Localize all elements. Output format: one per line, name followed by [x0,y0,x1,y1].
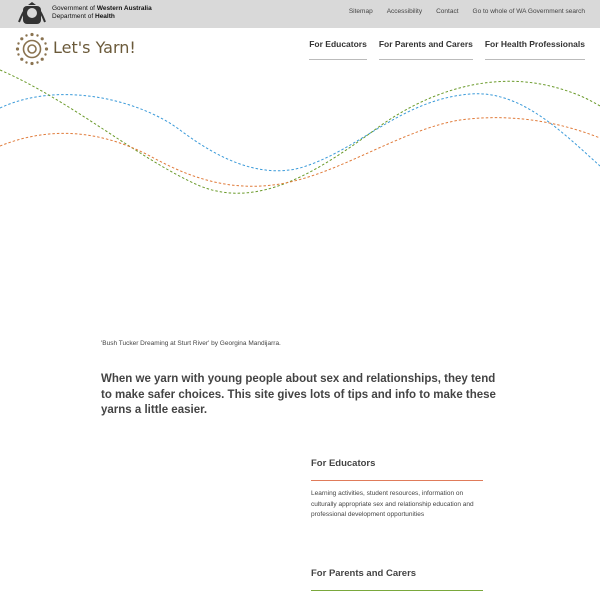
wa-crest-icon[interactable] [17,2,47,26]
wa-government-search-link[interactable]: Go to whole of WA Government search [472,8,585,15]
wave-green-line [0,70,600,193]
sitemap-link[interactable]: Sitemap [348,8,373,15]
educators-card-title[interactable]: For Educators [311,458,483,481]
wave-orange-line [0,118,600,187]
artwork-caption: 'Bush Tucker Dreaming at Sturt River' by Georgina Mandijarra. [101,340,281,347]
government-name[interactable]: Government of Western Australia Department of Health [52,5,152,20]
parents-carers-card [311,568,483,599]
government-links [349,8,585,15]
educators-card [311,458,483,521]
government-bar [0,0,600,28]
wave-blue-line [0,94,600,171]
contact-link[interactable]: Contact [436,8,459,15]
nav-for-parents-and-carers[interactable]: For Parents and Carers [379,39,473,60]
nav-for-educators[interactable]: For Educators [309,39,367,60]
parents-carers-card-title[interactable]: For Parents and Carers [311,568,483,591]
intro-text: When we yarn with young people about sex and relationships, they tend to make safer choices. This site gives lots of tips and info to make these yarns a little easier. [101,373,496,416]
nav-for-health-professionals[interactable]: For Health Professionals [485,39,585,60]
site-logo-text[interactable]: Let's Yarn! [53,38,136,57]
decorative-waves [0,60,600,210]
educators-card-description: Learning activities, student resources, information on culturally appropriate sex and relationship education and professional development opportunities [311,490,474,518]
main-navigation [309,39,585,60]
accessibility-link[interactable]: Accessibility [386,8,423,15]
